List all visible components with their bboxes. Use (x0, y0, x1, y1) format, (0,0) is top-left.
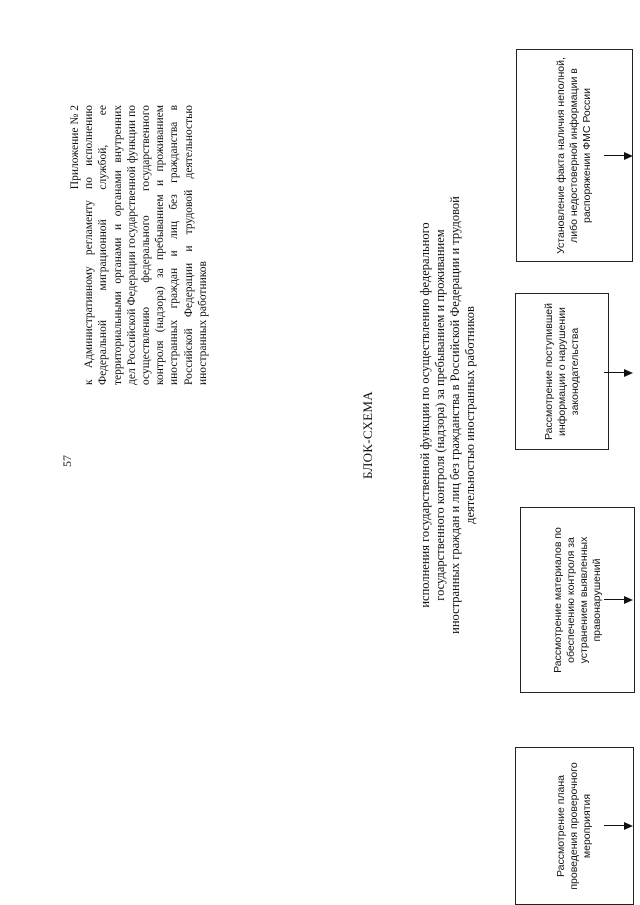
arrow-down-icon (604, 149, 634, 161)
appendix-block (68, 105, 210, 385)
flowchart-subtitle: исполнения государственной функции по осуществлению федерального государственного контроля (надзора) за пребыванием и проживанием иностранных граждан и лиц без гражданства в Российской Федерации и трудовой деятельностью иностранных работников (418, 196, 477, 634)
flow-box-materials-review: Рассмотрение материалов по обеспечению контроля за устранением выявленных правонарушений (520, 507, 635, 693)
arrow-down-icon (604, 593, 634, 605)
appendix-title: Приложение № 2 (69, 105, 81, 190)
arrow-down-icon (604, 819, 634, 831)
page-number: 57 (60, 455, 74, 467)
flow-box-information-review: Рассмотрение поступившей информации о нарушении законодательства (515, 293, 609, 450)
flow-box-plan-review: Рассмотрение плана проведения проверочного мероприятия (515, 747, 634, 905)
appendix-text: к Административному регламенту по исполнению Федеральной миграционной службой, ее территориальными органами и органами внутренних дел Российской Федерации государственной функции по осуществлению федерального государственного контроля (надзора) за пребыванием и проживанием иностранных граждан и лиц без гражданства в Российской Федерации и трудовой деятельностью иностранных работников (83, 105, 209, 385)
flowchart-heading: БЛОК-СХЕМА (360, 391, 375, 479)
arrow-down-icon (604, 366, 634, 378)
flow-box-incomplete-info: Установление факта наличия неполной, либо недостоверной информации в распоряжении ФМС России (516, 49, 633, 262)
